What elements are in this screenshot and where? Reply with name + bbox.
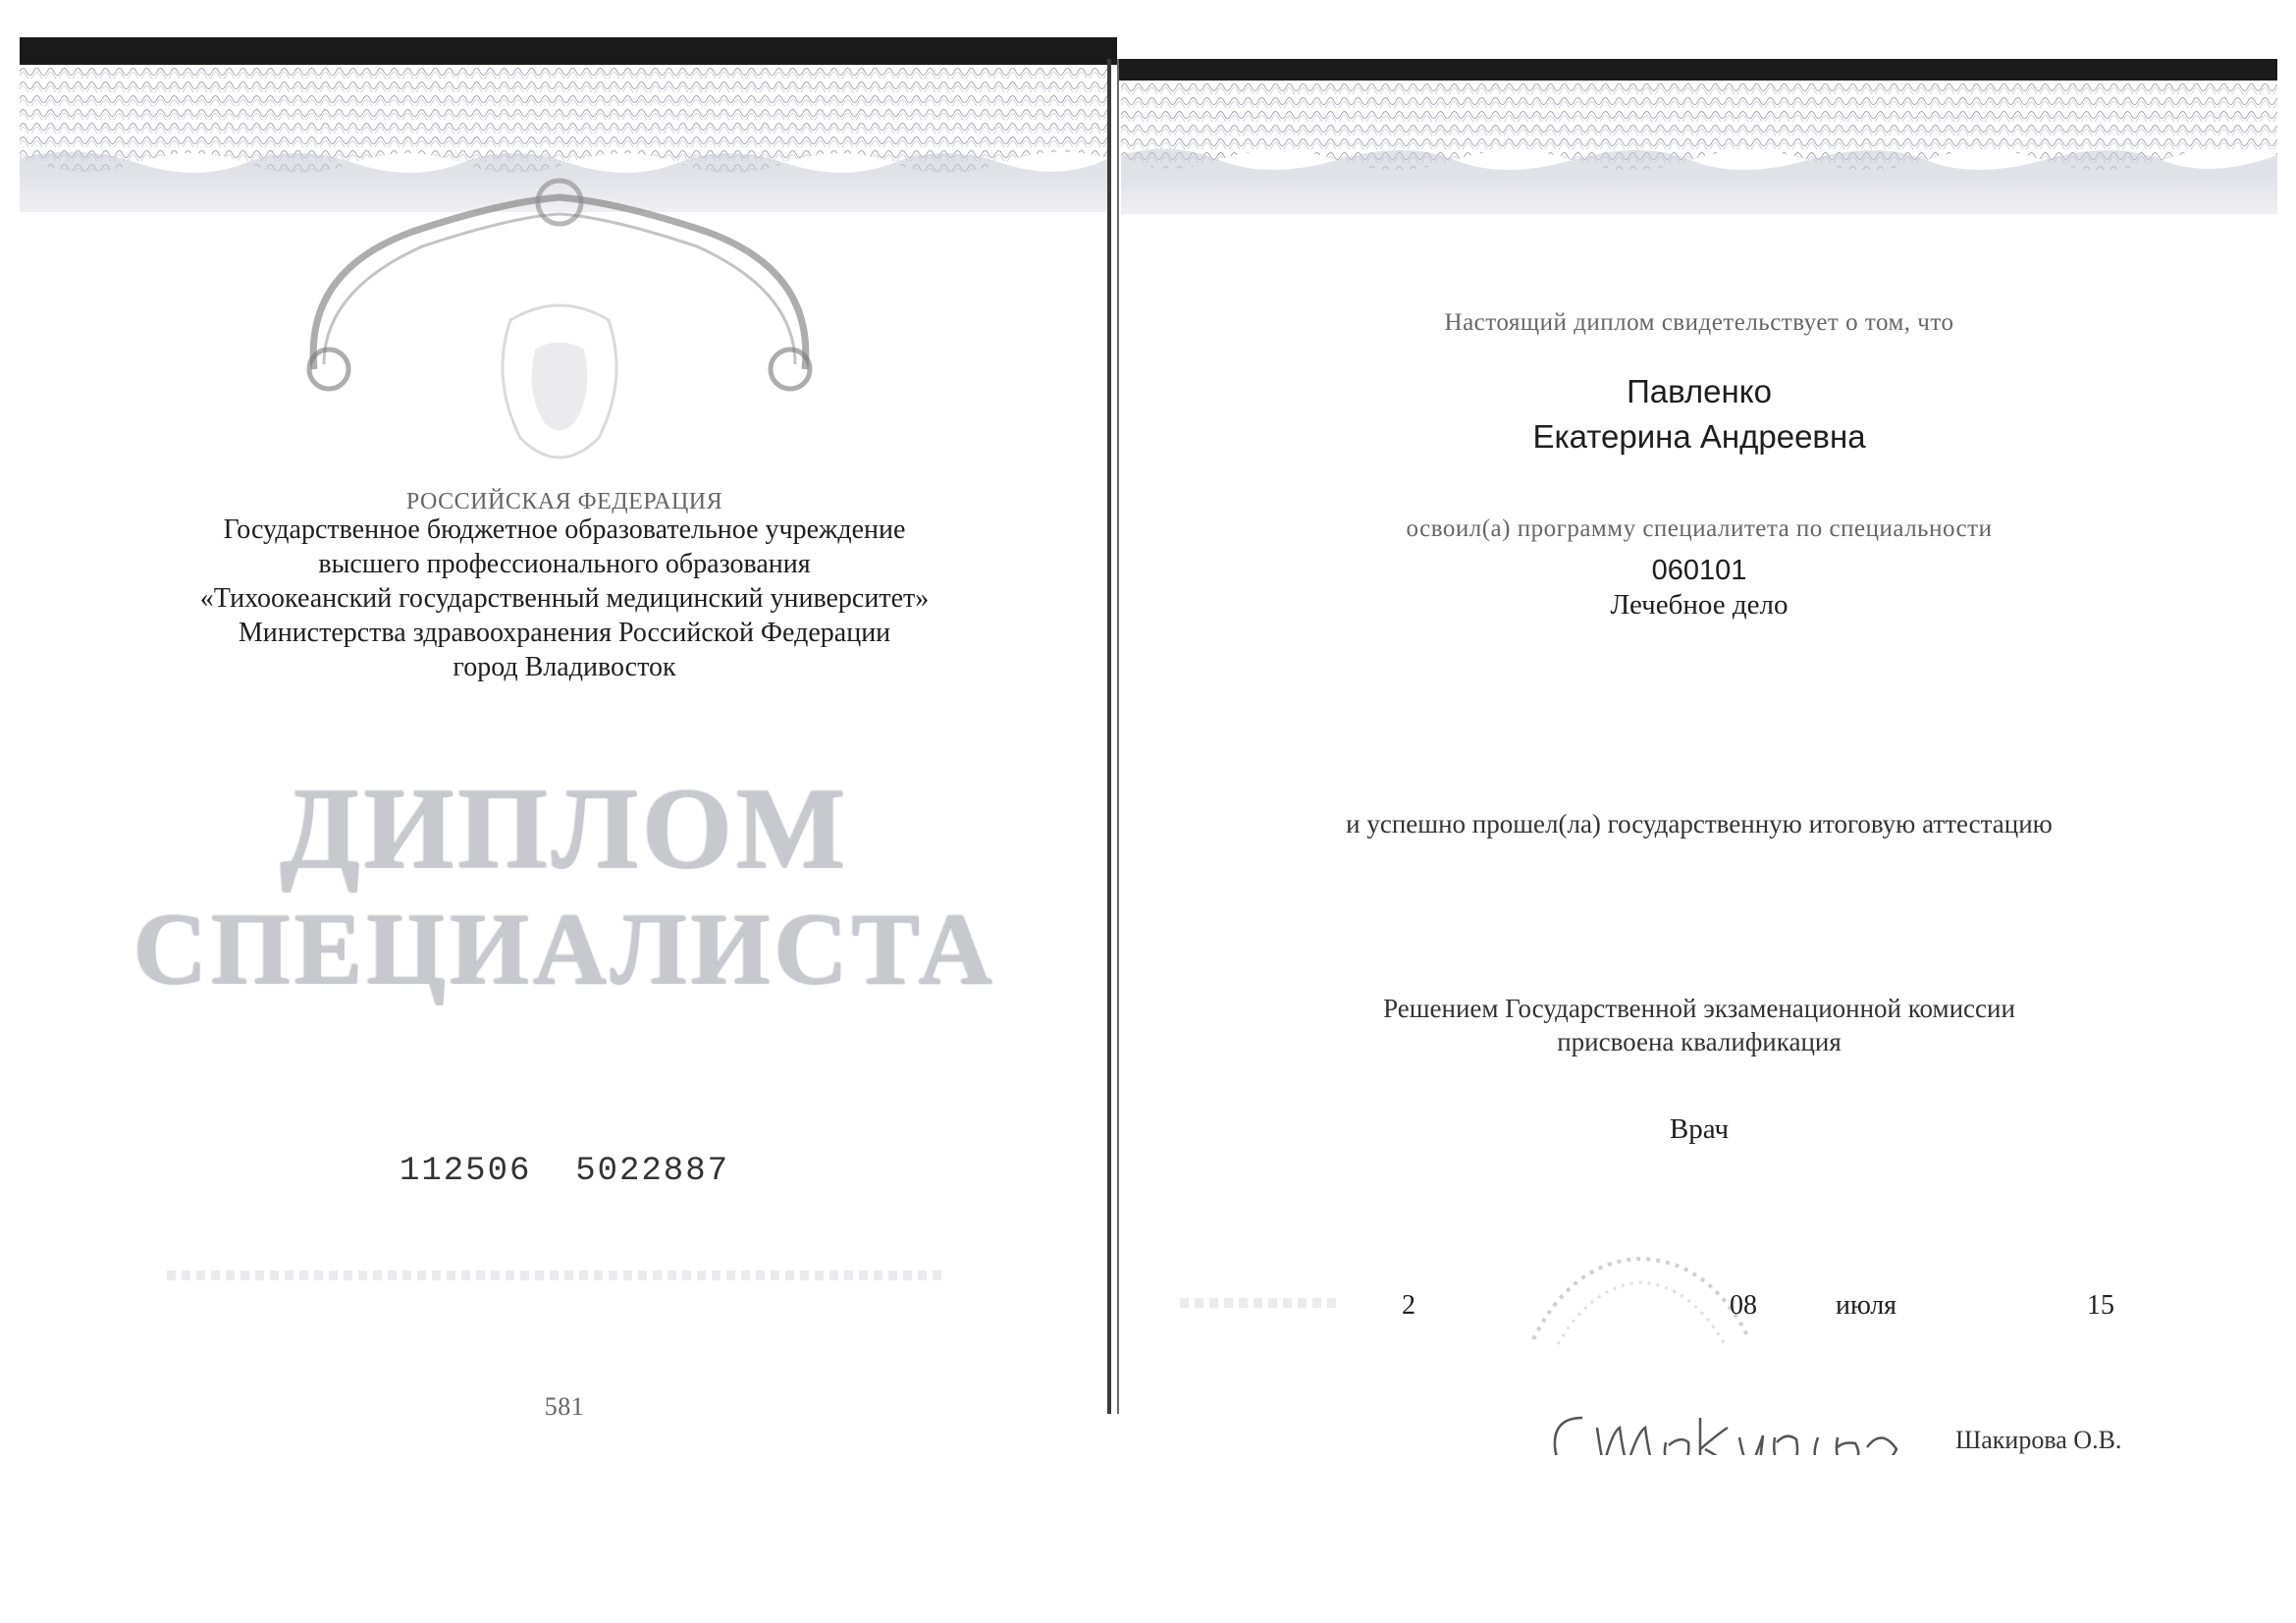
date-year: 15 (2087, 1290, 2114, 1321)
chairman-signature (1543, 1388, 1916, 1455)
guilloche-pattern-right (1121, 81, 2277, 253)
chairman-name: Шакирова О.В. (1955, 1426, 2122, 1454)
diploma-title-line-2: СПЕЦИАЛИСТА (133, 893, 996, 1005)
specialty-code: 060101 (1651, 555, 1747, 586)
diploma-serial-number: 112506 5022887 (399, 1153, 730, 1190)
diploma-cover-page (20, 65, 1109, 1439)
certifies-text: Настоящий диплом свидетельствует о том, что (1444, 309, 1954, 336)
program-text: освоил(а) программу специалитета по специальности (1406, 515, 1993, 542)
qualification: Врач (1669, 1113, 1730, 1145)
date-month: июля (1836, 1290, 1897, 1321)
graduate-surname: Павленко (1627, 373, 1772, 409)
diploma-inner-page (1121, 81, 2277, 1455)
institution-line-3: «Тихоокеанский государственный медицинский университет» (199, 583, 930, 614)
diploma-title-line-1: ДИПЛОМ (280, 764, 849, 893)
faint-registration-line (167, 1271, 942, 1280)
scan-border-right (1117, 59, 2277, 81)
ornament-emblem (285, 124, 834, 507)
institution-line-1: Государственное бюджетное образовательное учреждение (223, 514, 906, 545)
page-fold-edge (1117, 59, 1119, 1414)
specialty-name: Лечебное дело (1610, 589, 1789, 621)
faint-date-line (1180, 1298, 1337, 1308)
country-name: РОССИЙСКАЯ ФЕДЕРАЦИЯ (405, 489, 723, 514)
commission-decision-line-1: Решением Государственной экзаменационной комиссии (1383, 994, 2015, 1023)
institution-line-5: город Владивосток (453, 652, 676, 682)
institution-line-2: высшего профессионального образования (318, 549, 811, 579)
registration-number: 581 (544, 1392, 585, 1421)
graduate-given-names: Екатерина Андреевна (1532, 418, 1866, 455)
date-part-1: 2 (1402, 1290, 1415, 1321)
commission-decision-line-2: присвоена квалификация (1557, 1027, 1842, 1056)
scan-border-left (20, 37, 1117, 65)
attestation-text: и успешно прошел(ла) государственную итоговую аттестацию (1346, 809, 2053, 839)
date-day: 08 (1730, 1290, 1757, 1321)
institution-line-4: Министерства здравоохранения Российской Федерации (238, 618, 891, 648)
page-fold-shadow (1107, 59, 1111, 1414)
